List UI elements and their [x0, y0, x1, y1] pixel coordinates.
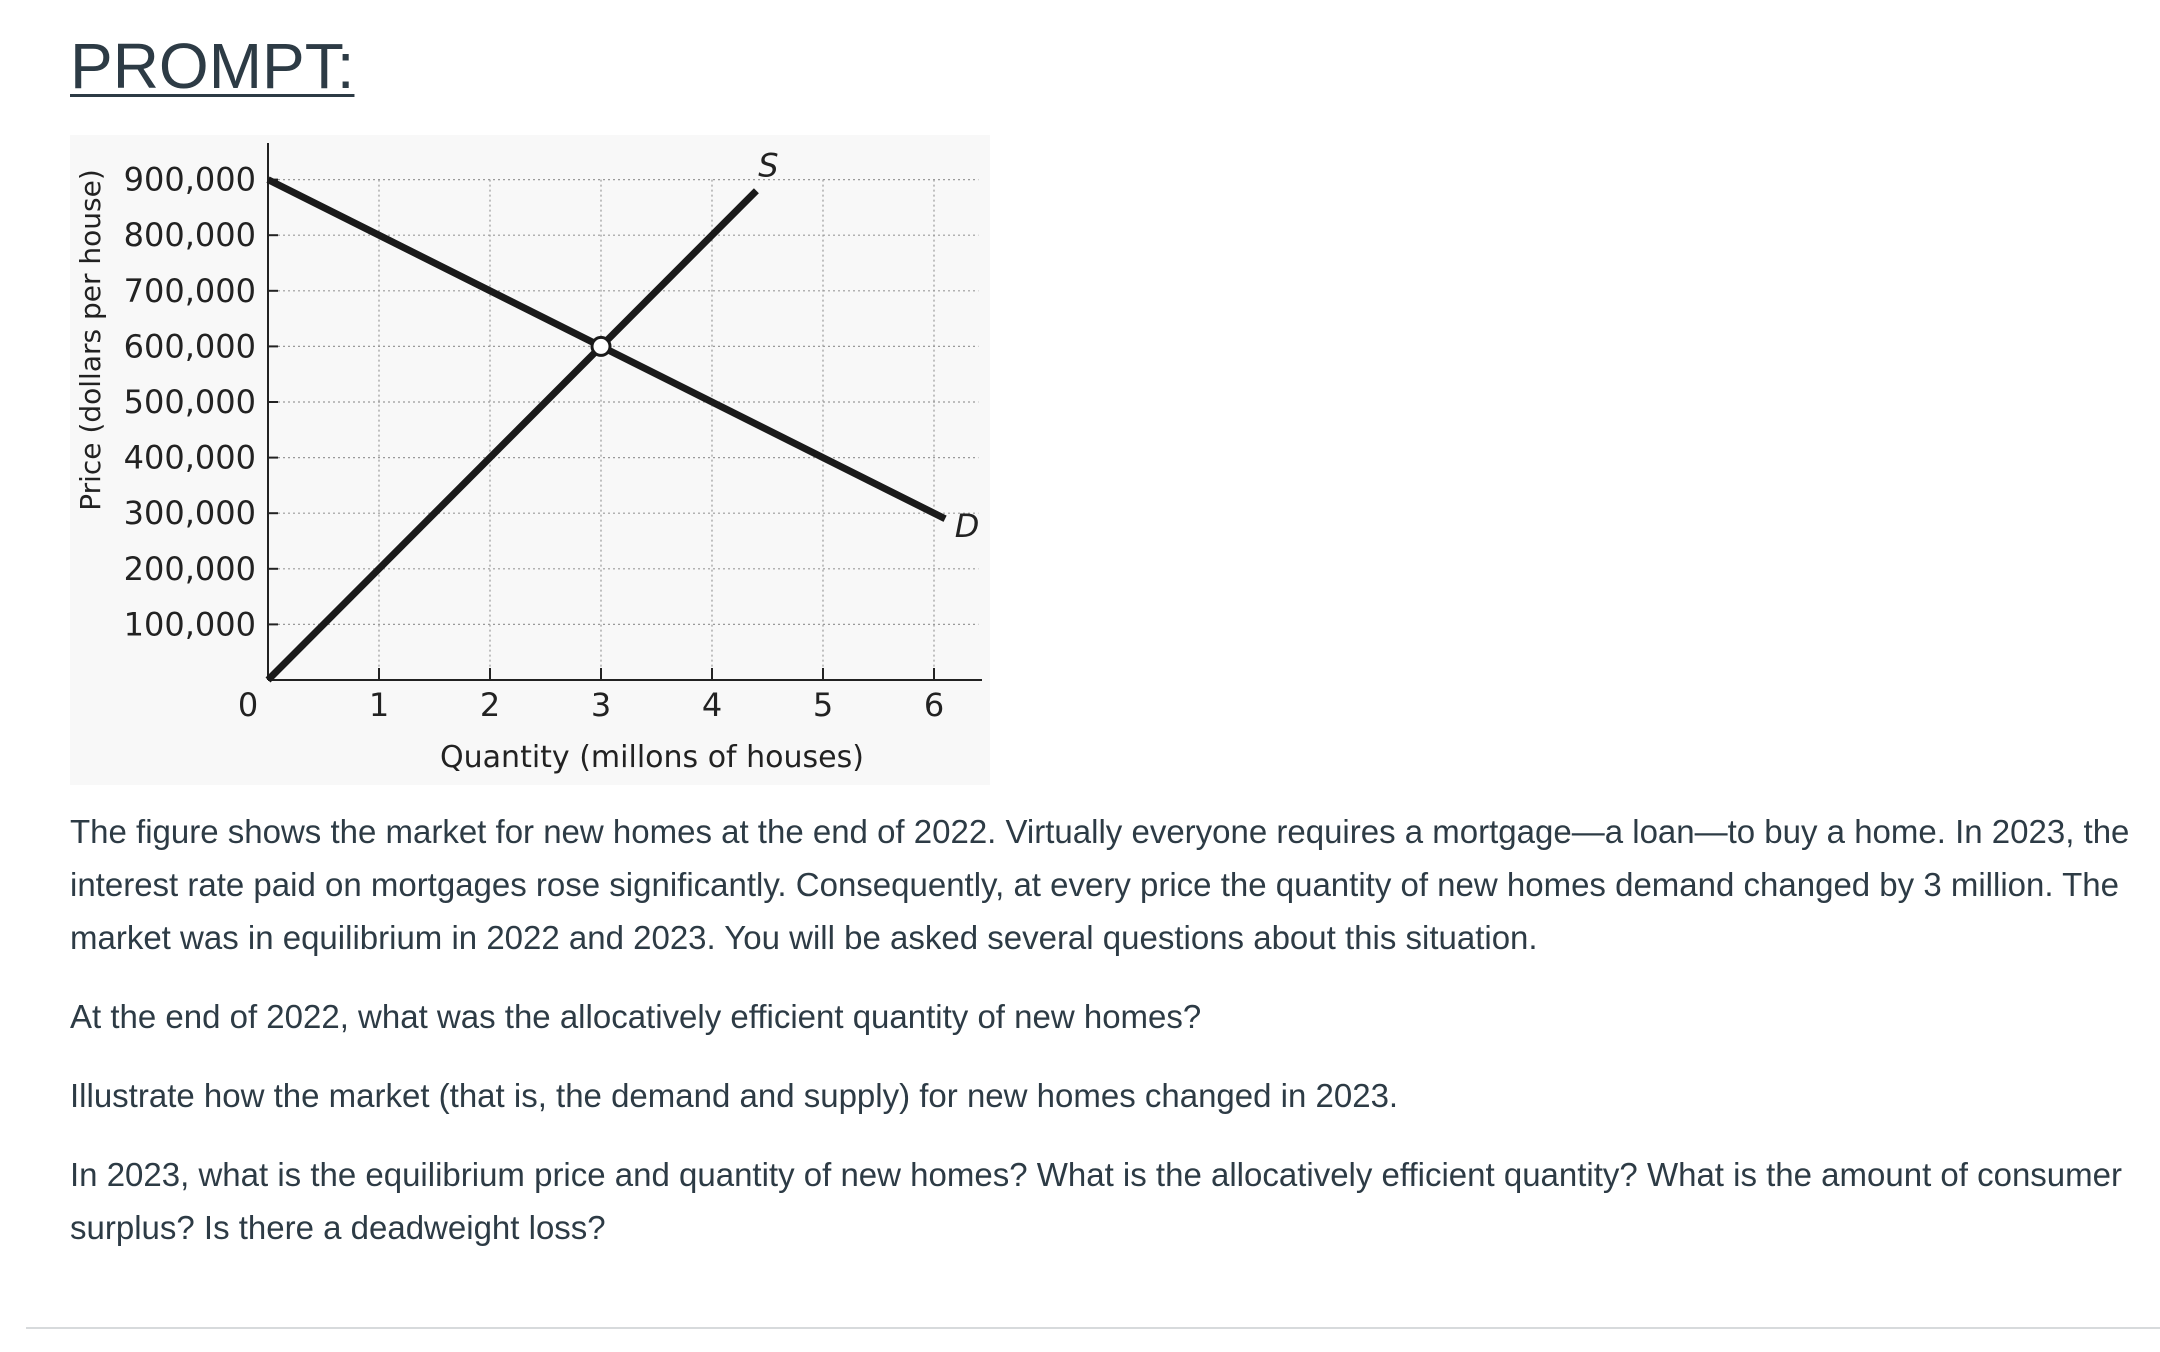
y-tick-label: 200,000	[123, 549, 256, 588]
y-tick-labels	[124, 161, 278, 644]
y-tick-label: 500,000	[123, 383, 256, 421]
y-axis-label: Price (dollars per house)	[74, 169, 107, 511]
equilibrium-point	[592, 337, 610, 355]
question-2: Illustrate how the market (that is, the demand and supply) for new homes changed in 2023.	[70, 1077, 1399, 1114]
y-tick-label: 600,000	[123, 327, 256, 366]
y-tick-label: 300,000	[123, 494, 256, 533]
divider	[26, 1327, 2160, 1329]
curves	[268, 147, 979, 680]
grid-lines	[268, 180, 978, 680]
x-tick-label: 5	[812, 686, 834, 724]
y-tick-label: 900,000	[123, 160, 256, 199]
prompt-heading: PROMPT:	[70, 30, 355, 102]
x-tick-label: 2	[479, 686, 501, 724]
axes	[268, 143, 982, 680]
supply-demand-chart	[70, 135, 990, 785]
x-tick-label: 1	[368, 686, 390, 724]
x-tick-labels	[238, 668, 944, 724]
curve-s	[268, 191, 756, 680]
paragraph-intro: The figure shows the market for new homes at the end of 2022. Virtually everyone requires a mortgage—a loan—to buy a home. In 2023, the interest rate paid on mortgages rose significantly. Consequently, at every price the quantity of new homes demand changed by 3 million. The market was in equilibrium in 2022 and 2023. You will be asked several questions about this situation.	[70, 813, 2130, 956]
question-3: In 2023, what is the equilibrium price and quantity of new homes? What is the allocatively efficient quantity? What is the amount of consumer surplus? Is there a deadweight loss?	[70, 1156, 2122, 1246]
y-tick-label: 100,000	[123, 605, 256, 644]
x-tick-label: 6	[923, 686, 945, 724]
question-text	[70, 805, 2140, 1280]
curve-label-s: S	[758, 146, 779, 185]
y-tick-label: 400,000	[123, 438, 256, 477]
curve-label-d: D	[954, 506, 980, 545]
y-tick-label: 700,000	[123, 271, 256, 310]
question-1: At the end of 2022, what was the allocatively efficient quantity of new homes?	[70, 998, 1202, 1035]
y-tick-label: 800,000	[123, 216, 256, 255]
x-tick-label: 0	[237, 686, 259, 724]
x-tick-label: 4	[701, 686, 723, 724]
x-axis-label: Quantity (millons of houses)	[440, 740, 864, 775]
x-tick-label: 3	[590, 686, 612, 724]
supply-demand-figure	[70, 135, 990, 785]
